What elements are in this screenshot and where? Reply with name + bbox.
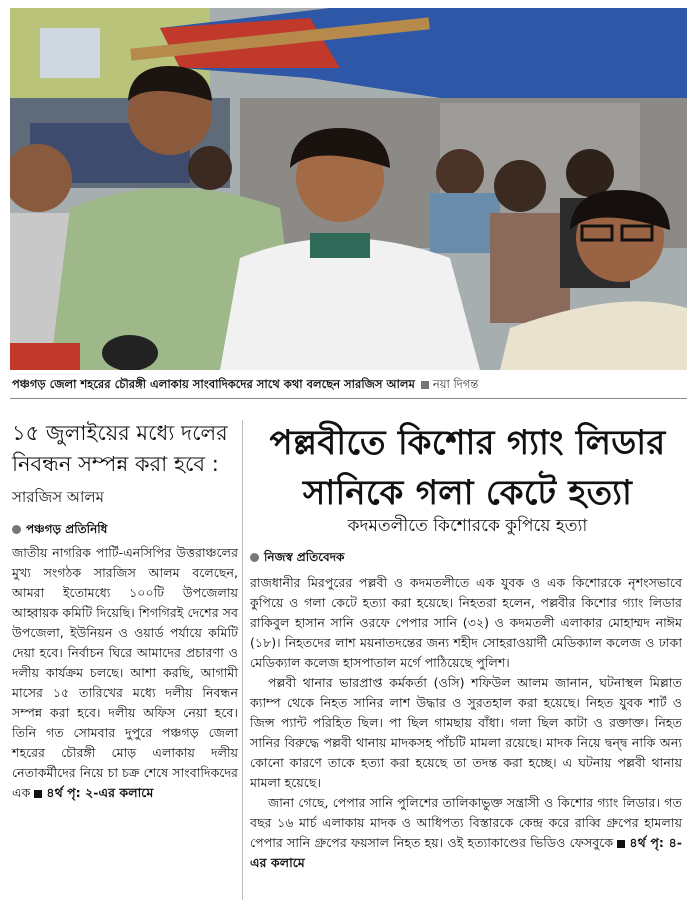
jump-square-icon (34, 790, 42, 798)
photo-caption (12, 376, 687, 395)
right-byline-text: নিজস্ব প্রতিবেদক (264, 550, 345, 564)
byline-bullet-icon (250, 553, 259, 562)
right-story-byline (250, 549, 344, 569)
right-headline-line2: সানিকে গলা কেটে হত্যা (302, 473, 633, 513)
right-story-headline (250, 418, 685, 518)
caption-text: পঞ্চগড় জেলা শহরের চৌরঙ্গী এলাকায় সাংবাদিকদের সাথে কথা বলছেন সারজিস আলম (12, 377, 415, 391)
right-story-body (250, 573, 682, 873)
byline-bullet-icon (12, 525, 21, 534)
left-story-body (12, 543, 238, 803)
right-para-2: পল্লবী থানার ভারপ্রাপ্ত কর্মকর্তা (ওসি) শফিউল আলম জানান, ঘটনাস্থল মিল্লাত ক্যাম্প থেকে নিহত সানির লাশ উদ্ধার ও সুরতহাল করা হয়েছে। নিহত যুবক শার্ট ও জিন্স প্যান্ট পরিহিত ছিল। পা ছিল গামছায় বাঁধা। গলা ছিল কাটা ও রক্তাক্ত। নিহত সানির বিরুদ্ধে পল্লবী থানায় মাদকসহ পাঁচটি মামলা রয়েছে। মাদক নিয়ে দ্বন্দ্ব নাকি অন্য কোনো কারণে তাকে হত্যা করা হয়েছে তা তদন্ত করা হচ্ছে। এ ঘটনায় পল্লবী থানায় মামলা হয়েছে। (250, 675, 682, 790)
jump-square-icon (617, 840, 625, 848)
news-photo (10, 8, 687, 370)
right-para-1: রাজধানীর মিরপুরের পল্লবী ও কদমতলীতে এক যুবক ও এক কিশোরকে নৃশংসভাবে কুপিয়ে ও গলা কেটে হত্যা করা হয়েছে। নিহতরা হলেন, পল্লবীর কিশোর গ্যাং লিডার রাকিবুল হাসান সানি ওরফে পেপার সানি (৩২) ও কদমতলী এলাকার মোহাম্মদ নাঈম (১৮)। নিহতদের লাশ ময়নাতদন্তের জন্য শহীদ সোহরাওয়ার্দী মেডিক্যাল কলেজ ও ঢাকা মেডিক্যাল কলেজ হাসপাতাল মর্গে পাঠিয়েছে পুলিশ। (250, 575, 682, 670)
left-story-byline (12, 521, 107, 541)
right-story-subheadline: কদমতলীতে কিশোরকে কুপিয়ে হত্যা (347, 516, 588, 536)
left-headline-text: ১৫ জুলাইয়ের মধ্যে দলের নিবন্ধন সম্পন্ন করা হবে : (12, 421, 228, 476)
left-byline-text: পঞ্চগড় প্রতিনিধি (26, 522, 108, 536)
right-para-3: জানা গেছে, পেপার সানি পুলিশের তালিকাভুক্ত সন্ত্রাসী ও কিশোর গ্যাং লিডার। গত বছর ১৬ মার্চ এলাকায় মাদক ও আধিপত্য বিস্তারকে কেন্দ্র করে রাব্বি গ্রুপের হামলায় পেপার সানি গ্রুপের ফয়সাল নিহত হয়। ওই হত্যাকাণ্ডের ভিডিও ফেসবুকে (250, 795, 682, 850)
caption-divider (10, 398, 687, 399)
left-story-headline (12, 418, 237, 513)
left-story-jump (34, 785, 153, 800)
photo-illustration (10, 8, 687, 370)
left-jump-text: ৪র্থ পৃ: ২-এর কলামে (46, 785, 154, 800)
left-headline-name: সারজিস আলম (12, 488, 104, 506)
right-headline-line1: পল্লবীতে কিশোর গ্যাং লিডার (269, 423, 666, 463)
left-body-text: জাতীয় নাগরিক পার্টি-এনসিপির উত্তরাঞ্চলের মুখ্য সংগঠক সারজিস আলম বলেছেন, আমরা ইতোমধ্যে ১০০টি উপজেলায় আহ্বায়ক কমিটি দিয়েছি। শিগগিরই দেশের সব উপজেলা, ইউনিয়ন ও ওয়ার্ড পর্যায়ে কমিটি দেয়া হবে। নির্বাচন ঘিরে আমাদের প্রচারণা ও দলীয় কার্যক্রম চলছে। আশা করছি, আগামী মাসের ১৫ তারিখের মধ্যে দলীয় নিবন্ধন সম্পন্ন করা হবে। দলীয় অফিস নেয়া হবে। তিনি গত সোমবার দুপুরে পঞ্চগড় জেলা শহরের চৌরঙ্গী মোড় এলাকায় দলীয় নেতাকর্মীদের নিয়ে চা চক্র শেষে সাংবাদিকদের এক (12, 545, 238, 800)
column-divider (242, 420, 243, 900)
caption-square-icon (421, 381, 429, 389)
caption-source: নয়া দিগন্ত (432, 377, 479, 391)
right-jump-text: ৪র্থ পৃ: ৪-এর কলামে (250, 835, 682, 870)
